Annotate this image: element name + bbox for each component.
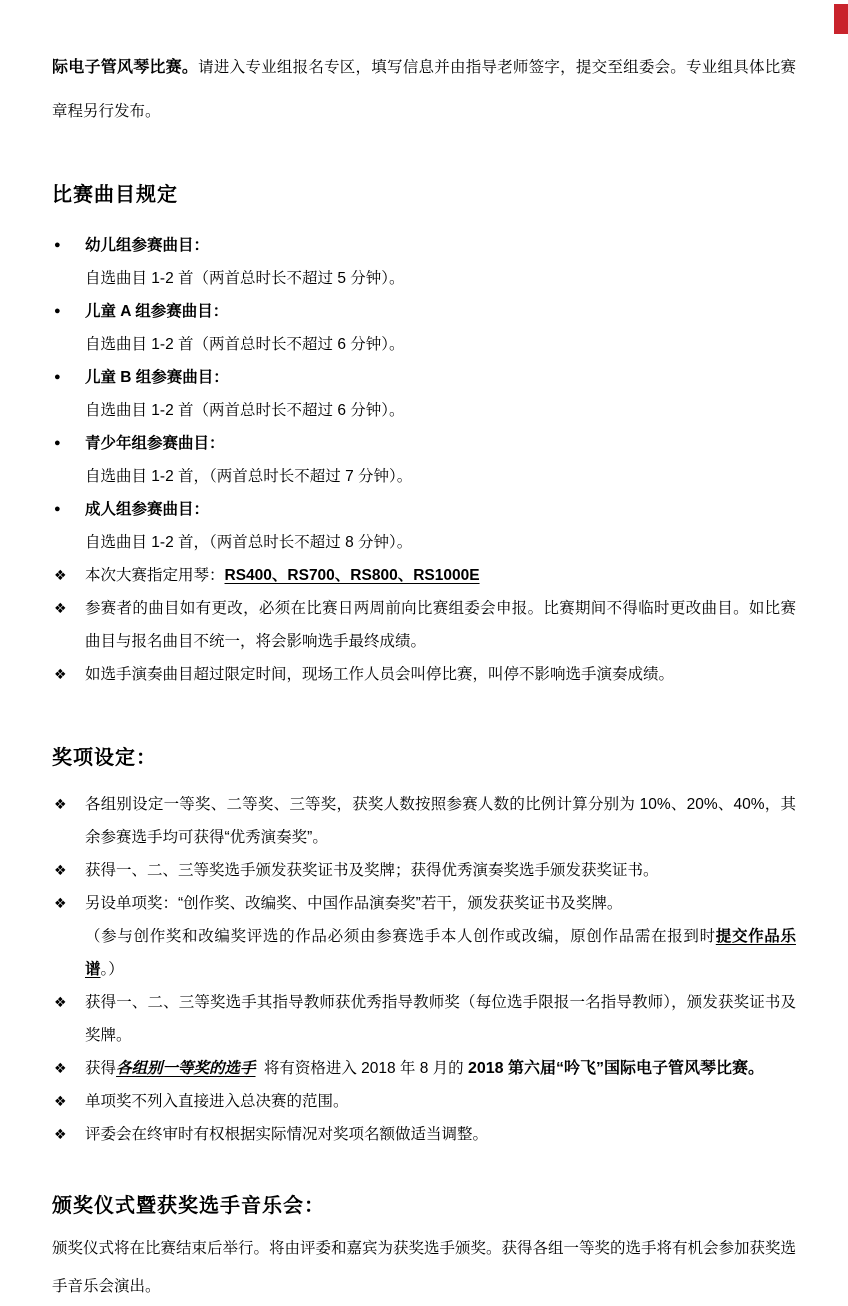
- group-title: 儿童 A 组参赛曲目：: [85, 303, 229, 320]
- award-text: 获得一、二、三等奖选手其指导教师获优秀指导教师奖（每位选手限报一名指导教师），颁发获奖证书及奖牌。: [85, 994, 796, 1044]
- note-text: 参赛者的曲目如有更改，必须在比赛日两周前向比赛组委会申报。比赛期间不得临时更改曲目。如比赛曲目与报名曲目不统一，将会影响选手最终成绩。: [85, 600, 796, 650]
- group-desc: 自选曲目 1-2 首（两首总时长不超过 6 分钟）。: [85, 336, 405, 353]
- group-desc: 自选曲目 1-2 首（两首总时长不超过 6 分钟）。: [85, 402, 405, 419]
- award-special-note: [85, 920, 796, 986]
- group-item-child-a: [52, 295, 796, 361]
- group-title: 幼儿组参赛曲目：: [85, 237, 210, 254]
- award-rule-certificates: [52, 854, 796, 887]
- award-text: 单项奖不列入直接进入总决赛的范围。: [85, 1093, 349, 1110]
- diamond-bullet-icon: ❖: [54, 1093, 67, 1109]
- special-note-pre: （参与创作奖和改编奖评选的作品必须由参赛选手本人创作或改编，原创作品需在报到时: [85, 928, 716, 945]
- award-text: 各组别设定一等奖、二等奖、三等奖，获奖人数按照参赛人数的比例计算分别为 10%、20%、40%，其余参赛选手均可获得“优秀演奏奖”。: [85, 796, 796, 846]
- diamond-bullet-icon: ❖: [54, 796, 67, 812]
- disc-bullet-icon: ●: [54, 371, 61, 383]
- diamond-bullet-icon: ❖: [54, 994, 67, 1010]
- note-change-rule: [52, 592, 796, 658]
- red-corner-marker: [834, 4, 848, 34]
- diamond-bullet-icon: ❖: [54, 895, 67, 911]
- diamond-bullet-icon: ❖: [54, 666, 67, 682]
- group-desc: 自选曲目 1-2 首（两首总时长不超过 5 分钟）。: [85, 270, 405, 287]
- instruments-models: RS400、RS700、RS800、RS1000E: [224, 567, 480, 584]
- group-item-teen: [52, 427, 796, 493]
- awards-list: [52, 788, 796, 1151]
- group-item-child-b: [52, 361, 796, 427]
- finalist-mid: 将有资格进入 2018 年 8 月的: [259, 1060, 468, 1077]
- diamond-bullet-icon: ❖: [54, 600, 67, 616]
- group-desc: 自选曲目 1-2 首，（两首总时长不超过 8 分钟）。: [85, 534, 413, 551]
- disc-bullet-icon: ●: [54, 503, 61, 515]
- finalist-group: 各组别一等奖的选手: [116, 1060, 256, 1077]
- group-title: 成人组参赛曲目：: [85, 501, 210, 518]
- diamond-bullet-icon: ❖: [54, 862, 67, 878]
- instruments-prefix: 本次大赛指定用琴：: [85, 567, 225, 584]
- award-text: 获得一、二、三等奖选手颁发获奖证书及奖牌；获得优秀演奏奖选手颁发获奖证书。: [85, 862, 659, 879]
- finalist-pre: 获得: [85, 1060, 117, 1077]
- repertoire-heading: 比赛曲目规定: [52, 184, 178, 206]
- special-note-post: 。）: [100, 961, 124, 978]
- award-rule-single: [52, 1085, 796, 1118]
- group-item-adult: [52, 493, 796, 559]
- award-text: 另设单项奖：“创作奖、改编奖、中国作品演奏奖”若干，颁发获奖证书及奖牌。: [85, 895, 623, 912]
- special-note-emph: 提交作品乐谱: [85, 928, 796, 978]
- note-overtime-rule: [52, 658, 796, 691]
- group-desc: 自选曲目 1-2 首，（两首总时长不超过 7 分钟）。: [85, 468, 413, 485]
- repertoire-list: [52, 229, 796, 691]
- ceremony-heading: 颁奖仪式暨获奖选手音乐会：: [52, 1195, 325, 1217]
- intro-lead-bold: 际电子管风琴比赛。: [52, 59, 199, 76]
- awards-heading: 奖项设定：: [52, 747, 157, 769]
- diamond-bullet-icon: ❖: [54, 1126, 67, 1142]
- disc-bullet-icon: ●: [54, 305, 61, 317]
- note-designated-instruments: [52, 559, 796, 592]
- disc-bullet-icon: ●: [54, 239, 61, 251]
- intro-body-text: 请进入专业组报名专区，填写信息并由指导老师签字，提交至组委会。专业组具体比赛章程另行发布。: [52, 59, 796, 120]
- ceremony-paragraph: 颁奖仪式将在比赛结束后举行。将由评委和嘉宾为获奖选手颁奖。获得各组一等奖的选手将有机会参加获奖选手音乐会演出。: [52, 1240, 797, 1295]
- award-text: 评委会在终审时有权根据实际情况对奖项名额做适当调整。: [85, 1126, 489, 1143]
- diamond-bullet-icon: ❖: [54, 567, 67, 583]
- finalist-event: 2018 第六届“吟飞”国际电子管风琴比赛。: [467, 1060, 765, 1077]
- award-rule-jury: [52, 1118, 796, 1151]
- award-rule-special: [52, 887, 796, 986]
- award-rule-finalist: [52, 1052, 796, 1085]
- group-title: 青少年组参赛曲目：: [85, 435, 225, 452]
- group-item-youngchild: [52, 229, 796, 295]
- award-rule-teachers: [52, 986, 796, 1052]
- intro-paragraph: [52, 46, 796, 134]
- award-rule-tiers: [52, 788, 796, 854]
- diamond-bullet-icon: ❖: [54, 1060, 67, 1076]
- disc-bullet-icon: ●: [54, 437, 61, 449]
- group-title: 儿童 B 组参赛曲目：: [85, 369, 229, 386]
- note-text: 如选手演奏曲目超过限定时间，现场工作人员会叫停比赛，叫停不影响选手演奏成绩。: [85, 666, 675, 683]
